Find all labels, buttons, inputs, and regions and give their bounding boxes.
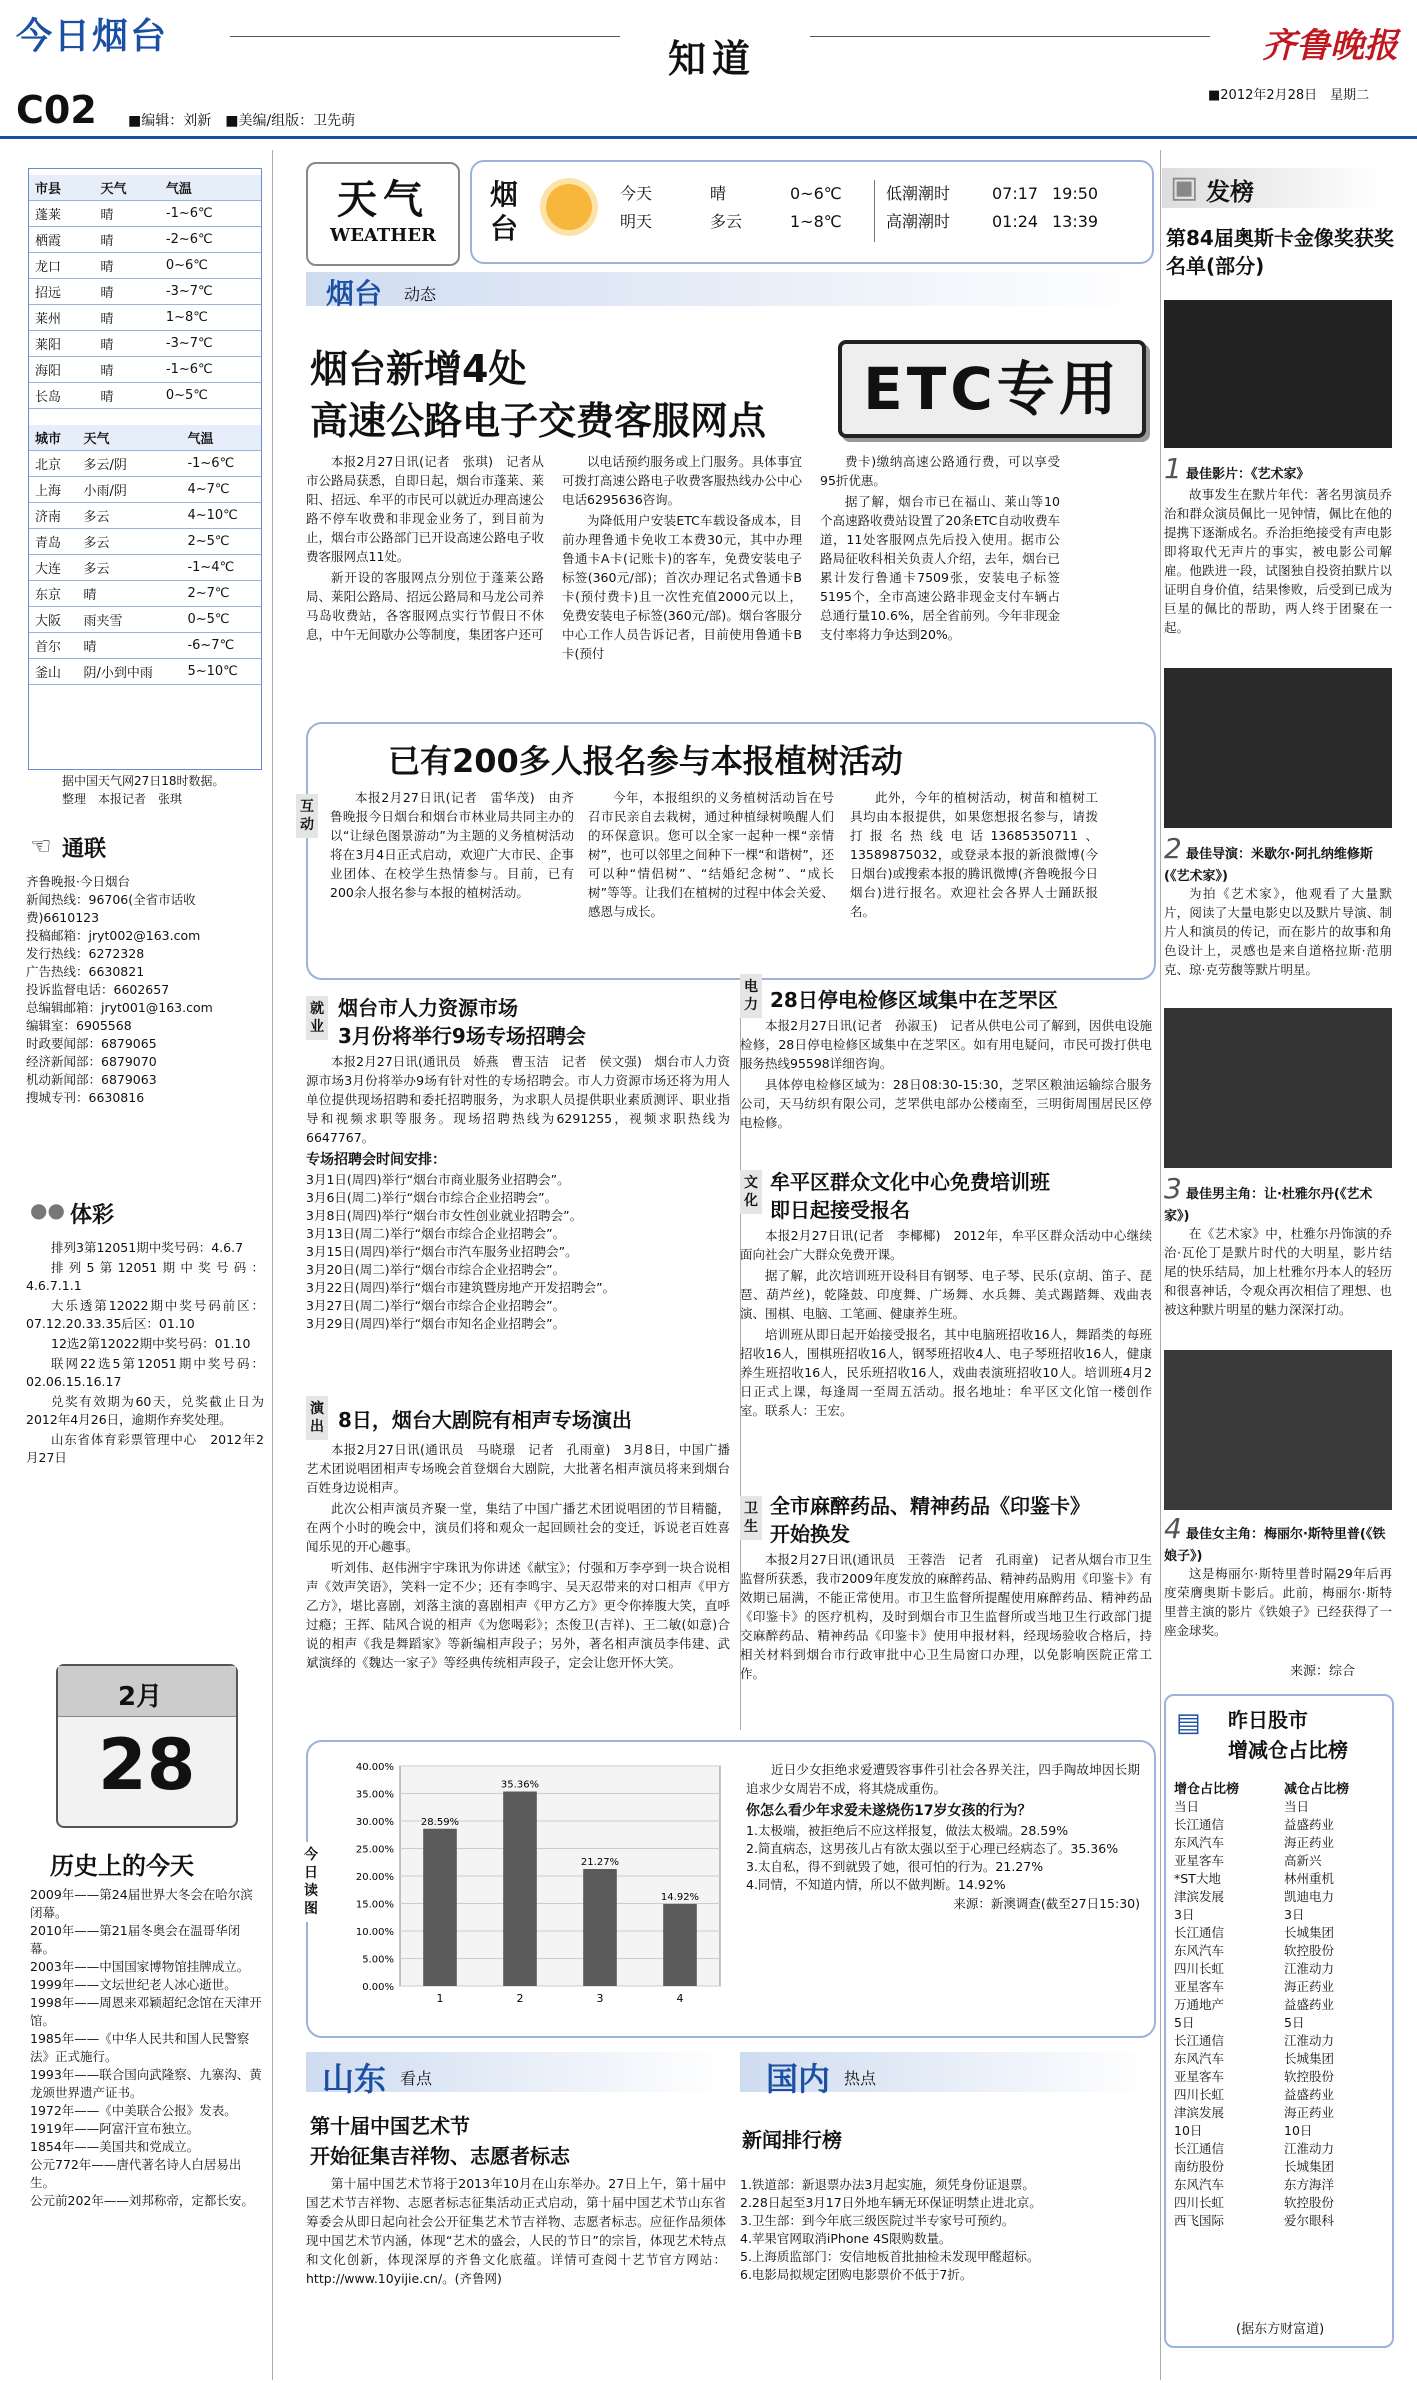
stock-item: 四川长虹 [1174, 2087, 1225, 2102]
stock-item: 10日 [1284, 2123, 1313, 2138]
sun-icon [546, 184, 592, 230]
stock-item: 东风汽车 [1174, 2177, 1225, 2192]
stock-item: 5日 [1174, 2015, 1195, 2030]
stock-item: 亚星客车 [1174, 1853, 1225, 1868]
y-tick-label: 40.00% [355, 1762, 394, 1773]
stock-item: 5日 [1284, 2015, 1305, 2030]
stock-item: 益盛药业 [1284, 1997, 1335, 2012]
stock-item: 亚星客车 [1174, 1979, 1225, 1994]
stock-item: 江淮动力 [1284, 2141, 1335, 2156]
stock-item: 10日 [1174, 2123, 1203, 2138]
stock-item: 津滨发展 [1174, 2105, 1225, 2120]
stock-item: 长城集团 [1284, 2159, 1335, 2174]
stock-item: 海正药业 [1284, 1835, 1335, 1850]
headline: 开始换发 [770, 1522, 850, 1546]
weather-label: 天气 WEATHER [306, 162, 460, 266]
editor-line: ■编辑：刘新 ■美编/组版：卫先萌 [128, 113, 356, 129]
weather-city: 烟台 [490, 178, 519, 245]
stock-item: 软控股份 [1284, 2195, 1335, 2210]
calendar-day: 28 [98, 1724, 196, 1806]
headline: 烟台新增4处 [310, 347, 527, 391]
headline: 8日，烟台大剧院有相声专场演出 [338, 1408, 632, 1432]
headline: 第十届中国艺术节 [310, 2114, 470, 2138]
stock-item: 长江通信 [1174, 1925, 1225, 1940]
stock-item: 长城集团 [1284, 2051, 1335, 2066]
book-icon: ▤ [1176, 1708, 1201, 1738]
bar-value-label: 28.59% [420, 1816, 460, 1828]
page-number: C02 [16, 88, 97, 132]
contact-block: ☜ 通联 齐鲁晚报·今日烟台 新闻热线：96706(全省市话收费)6610123 投稿邮箱：jryt002@163.com 发行热线：6272328 广告热线：6630821 投诉监督电话：6602657 总编辑邮箱：jryt001@163.com 编辑室：6905568 时政要闻部：6879065 经济新闻部：6879070 机动新闻部：6879063 搜城专刊：6630816 [26, 832, 213, 1105]
puzzle-icon: ▣ [1170, 170, 1199, 205]
calendar-month: 2月 [118, 1682, 163, 1712]
stock-item: 软控股份 [1284, 2069, 1335, 2084]
headline: 烟台市人力资源市场 [338, 996, 518, 1020]
bar [423, 1829, 457, 1986]
stock-item: 四川长虹 [1174, 2195, 1225, 2210]
newspaper-logo: 齐鲁晚报 [1262, 26, 1398, 66]
y-tick-label: 25.00% [355, 1844, 394, 1856]
bar [663, 1904, 697, 1986]
col-header: 市县 [29, 175, 94, 201]
bar [503, 1792, 537, 1986]
stock-item: 江淮动力 [1284, 2033, 1335, 2048]
y-tick-label: 0.00% [362, 1982, 394, 1993]
stock-item: 东风汽车 [1174, 1835, 1225, 1850]
weather-source: 据中国天气网27日18时数据。 [62, 774, 225, 788]
stock-item: 南纺股份 [1174, 2159, 1225, 2174]
stocks-source: (据东方财富道) [1236, 2322, 1325, 2337]
bar [583, 1869, 617, 1986]
weather-editors: 整理 本报记者 张琪 [62, 792, 183, 806]
stocks-title: 昨日股市 [1228, 1708, 1308, 1732]
stock-item: *ST大地 [1174, 1871, 1221, 1886]
stocks-title: 增减仓占比榜 [1228, 1738, 1348, 1762]
balls-icon: ●● [30, 1198, 65, 1222]
col-header: 天气 [94, 175, 159, 201]
x-tick-label: 4 [676, 1992, 684, 2005]
stock-item: 东风汽车 [1174, 1943, 1225, 1958]
headline: 新闻排行榜 [742, 2128, 842, 2152]
stock-item: 3日 [1284, 1907, 1305, 1922]
photo-3 [1164, 1008, 1392, 1168]
x-tick-label: 2 [516, 1992, 524, 2005]
poll-chart [330, 1756, 740, 2020]
section-banner: 国内 热点 [740, 2052, 1152, 2092]
calendar-icon [56, 1664, 238, 1828]
section-title: ▣ 发榜 [1162, 168, 1382, 208]
headline: 28日停电检修区域集中在芝罘区 [770, 988, 1058, 1012]
stock-item: 亚星客车 [1174, 2069, 1225, 2084]
stocks-decrease-list [1284, 1798, 1384, 2230]
headline: 第84届奥斯卡金像奖获奖名单(部分) [1166, 226, 1394, 278]
col-header: 气温 [160, 175, 261, 201]
y-tick-label: 20.00% [355, 1872, 394, 1883]
stock-item: 万通地产 [1174, 1997, 1225, 2012]
lottery-block: ●● 体彩 排列3第12051期中奖号码：4.6.7 排列5第12051期中奖号码：4.6.7.1.1 大乐透第12022期中奖号码前区：07.12.20.33.35后区：01.10 12选2第12022期中奖号码：01.10 联网22选5第12051期中奖号码：02.06.15.16.17 兑奖有效期为60天，兑奖截止日为2012年4月26日，逾期作弃奖处理。 山东省体育彩票管理中心 2012年2月27日 [26, 1198, 264, 1465]
x-tick-label: 3 [596, 1992, 604, 2005]
section-banner: 烟台 动态 [306, 272, 1152, 306]
photo-1 [1164, 300, 1392, 448]
stock-item: 四川长虹 [1174, 1961, 1225, 1976]
stock-item: 爱尔眼科 [1284, 2213, 1335, 2228]
stock-item: 长江通信 [1174, 1817, 1225, 1832]
city-weather-table: 市县 天气 气温 蓬莱 晴 -1~6℃ 栖霞 晴 -2~6℃ 龙口 晴 0~6℃ 招远 晴 -3~7℃ 莱州 晴 1~8℃ 莱阳 晴 -3~7℃ 海阳 晴 -1~6℃ 长岛 晴 0~5℃ 城市 天气 气温 北京 多云/阴 -1~6℃ 上海 小雨/阴 4~7℃ 济南 多云 4~10℃ 青岛 多云 2~5℃ 大连 多云 -1~4℃ 东京 晴 2~7℃ 大阪 雨夹雪 0~5℃ 首尔 晴 -6~7℃ 釜山 阴/小到中雨 5~10℃ [28, 168, 262, 770]
stock-item: 益盛药业 [1284, 2087, 1335, 2102]
y-tick-label: 15.00% [355, 1899, 394, 1911]
stock-item: 当日 [1174, 1799, 1200, 1814]
headline: 高速公路电子交费客服网点 [310, 399, 767, 443]
headline: 即日起接受报名 [770, 1198, 910, 1222]
photo-2 [1164, 668, 1392, 828]
stock-item: 凯迪电力 [1284, 1889, 1335, 1904]
stock-item: 西飞国际 [1174, 2213, 1225, 2228]
stock-item: 长江通信 [1174, 2033, 1225, 2048]
stock-item: 益盛药业 [1284, 1817, 1335, 1832]
etc-sign: ETC专用 [838, 340, 1146, 438]
stock-item: 东方海洋 [1284, 2177, 1335, 2192]
bar-value-label: 35.36% [500, 1779, 540, 1791]
headline: 牟平区群众文化中心免费培训班 [770, 1170, 1050, 1194]
hand-icon: ☜ [30, 832, 52, 860]
stock-item: 海正药业 [1284, 1979, 1335, 1994]
bar-value-label: 21.27% [580, 1857, 620, 1869]
stock-item: 3日 [1174, 1907, 1195, 1922]
section-title: 今日烟台 [16, 16, 169, 57]
y-tick-label: 5.00% [362, 1954, 394, 1966]
stock-item: 江淮动力 [1284, 1961, 1335, 1976]
stock-item: 高新兴 [1284, 1853, 1322, 1868]
page-topic: 知道 [668, 37, 757, 81]
y-tick-label: 10.00% [355, 1927, 394, 1938]
stock-item: 软控股份 [1284, 1943, 1335, 1958]
stock-item: 津滨发展 [1174, 1889, 1225, 1904]
y-tick-label: 35.00% [355, 1789, 394, 1801]
stock-item: 长城集团 [1284, 1925, 1335, 1940]
issue-date: ■2012年2月28日 星期二 [1208, 88, 1370, 103]
oscar-source: 来源：综合 [1290, 1664, 1356, 1679]
headline: 3月份将举行9场专场招聘会 [338, 1024, 586, 1048]
stock-item: 长江通信 [1174, 2141, 1225, 2156]
headline: 全市麻醉药品、精神药品《印鉴卡》 [770, 1494, 1090, 1518]
stock-item: 东风汽车 [1174, 2051, 1225, 2066]
stocks-increase-list [1174, 1798, 1274, 2230]
y-tick-label: 30.00% [355, 1817, 394, 1828]
photo-4 [1164, 1350, 1392, 1510]
headline: 已有200多人报名参与本报植树活动 [388, 742, 903, 780]
bar-value-label: 14.92% [660, 1891, 700, 1903]
headline: 开始征集吉祥物、志愿者标志 [310, 2144, 570, 2168]
stock-item: 当日 [1284, 1799, 1310, 1814]
history-title: 历史上的今天 [50, 1852, 194, 1880]
stock-item: 海正药业 [1284, 2105, 1335, 2120]
stock-item: 林州重机 [1284, 1871, 1335, 1886]
x-tick-label: 1 [436, 1992, 444, 2005]
section-banner: 山东 看点 [306, 2052, 726, 2092]
history-list: 2009年——第24届世界大冬会在哈尔滨闭幕。 2010年——第21届冬奥会在温哥华闭幕。 2003年——中国国家博物馆挂牌成立。 1999年——文坛世纪老人冰心逝世。 1998年——周恩来邓颖超纪念馆在天津开馆。 1985年——《中华人民共和国人民警察法》正式施行。 1993年——联合国向武隆察、九寨沟、黄龙颁世界遗产证书。 1972年——《中美联合公报》发表。 1919年——阿富汗宣布独立。 1854年——美国共和党成立。 公元772年——唐代著名诗人白居易出生。 公元前202年——刘邦称帝，定都长安。 [30, 1887, 262, 2208]
weather-panel: 烟台 今天 晴 0~6℃ 明天 多云 1~8℃ 低潮潮时 07:17 19:50 高潮潮时 01:24 13:39 [470, 160, 1154, 264]
